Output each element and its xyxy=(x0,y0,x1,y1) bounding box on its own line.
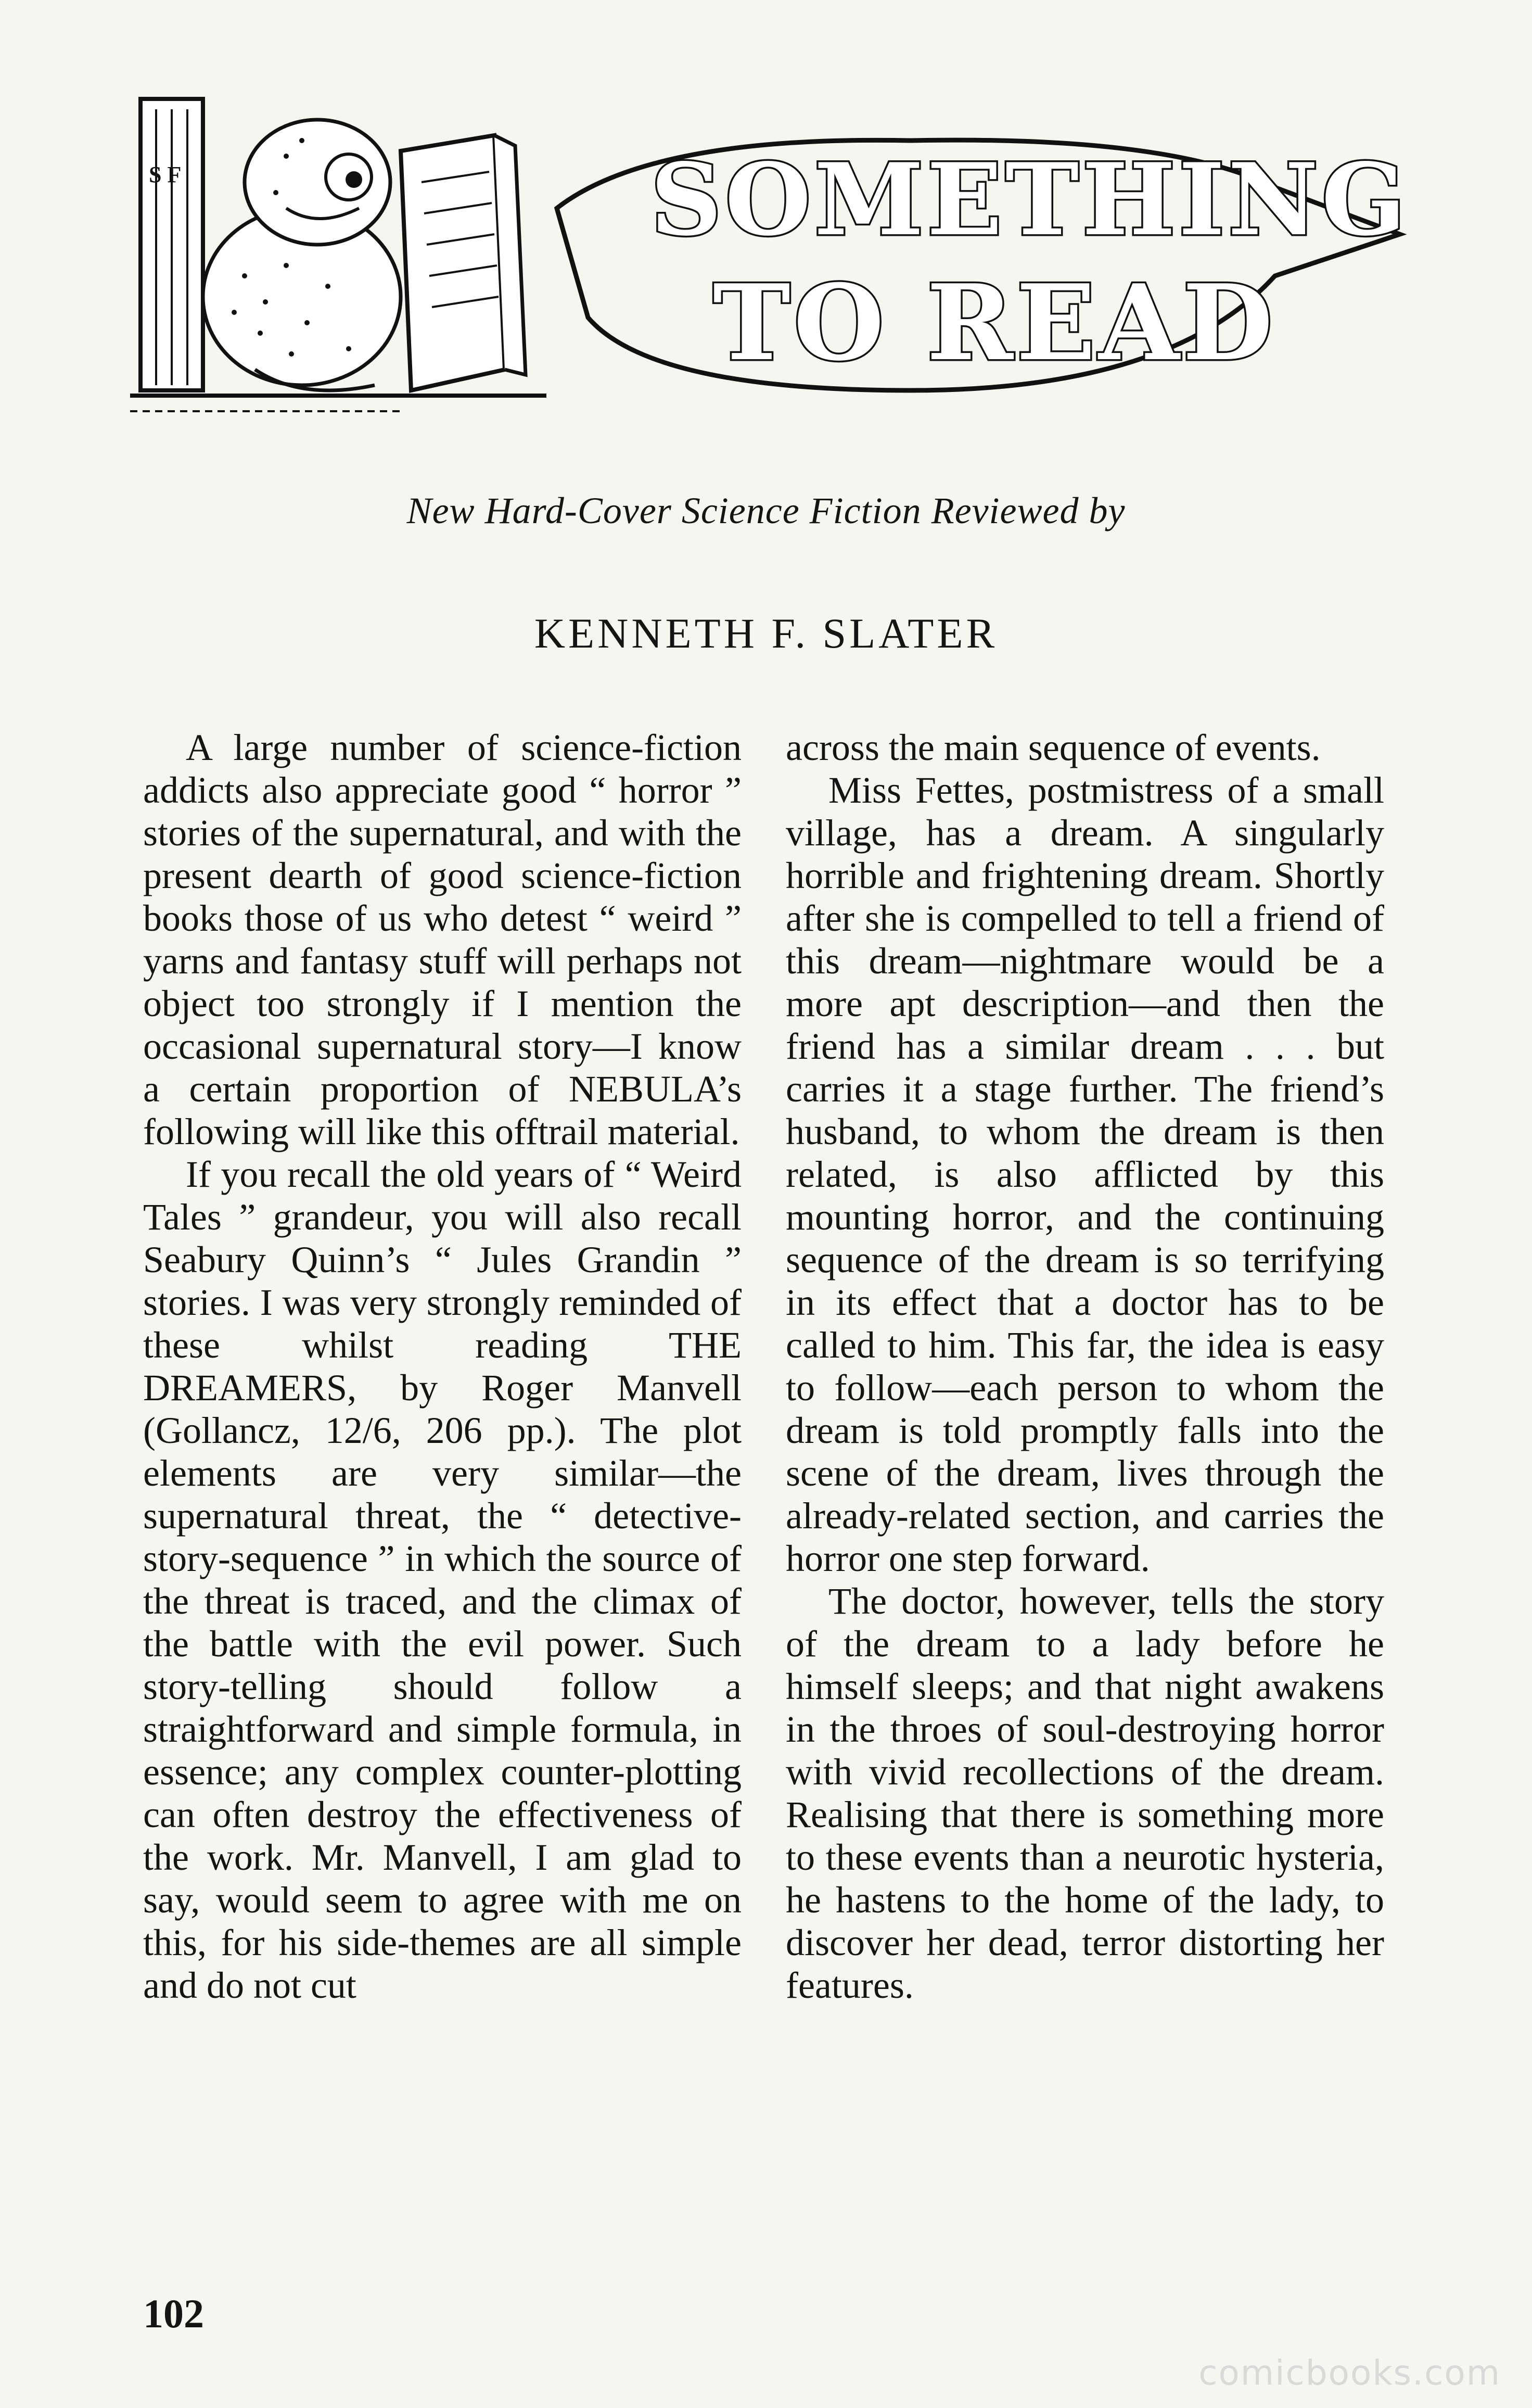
article-paragraph: If you recall the old years of “ Weird Tales ” grandeur, you will also recall Seabury Quinn’s “ Jules Grandin ” stories. I was very strongly reminded of these whilst reading THE DREAMERS, by Roger Manvell (Gollancz, 12/6, 206 pp.). The plot elements are very similar—the supernatural threat, the “ detective-story-sequence ” in which the source of the threat is traced, and the climax of the battle with the evil power. Such story-telling should follow a straightforward and simple formula, in essence; any complex counter-plotting can often destroy the effectiveness of the work. Mr. Manvell, I am glad to say, would seem to agree with me on this, for his side-themes are all simple and do not cut xyxy=(143,1154,742,2006)
reading-creature-drawing xyxy=(203,120,401,390)
header-illustration xyxy=(130,78,1415,442)
header-title-line2: TO READ xyxy=(713,262,1276,384)
header-illustration-svg xyxy=(130,78,1415,442)
article-paragraph: A large number of science-fiction addicts also appreciate good “ horror ” stories of the supernatural, and with the present dearth of good science-fiction books those of us who detest “ weird ” yarns and fantasy stuff will perhaps not object too strongly if I mention the occasional supernatural story—I know a certain proportion of NEBULA’s following will like this offtrail material. xyxy=(143,727,742,1152)
page-number: 102 xyxy=(143,2291,204,2336)
article-paragraph: Miss Fettes, postmistress of a small village, has a dream. A singularly horrible and frightening dream. Shortly after she is compelled to tell a friend of this dream—nightmare would be a more apt description—and then the friend has a similar dream . . . but carries it a stage further. The friend’s husband, to whom the dream is then related, is also afflicted by this mounting horror, and the continuing sequence of the dream is so terrifying in its effect that a doctor has to be called to him. This far, the idea is easy to follow—each person to whom the dream is told promptly falls into the scene of the dream, lives through the already-related section, and carries the horror one step forward. xyxy=(786,769,1384,1579)
open-book-drawing xyxy=(401,135,526,390)
header-title-line1: SOMETHING xyxy=(650,142,1409,258)
spine-letters: S F xyxy=(149,162,182,187)
author-name: KENNETH F. SLATER xyxy=(534,610,998,657)
watermark: comicbooks.com xyxy=(1198,2353,1501,2393)
article-right-column xyxy=(786,726,1384,2007)
article-paragraph: across the main sequence of events. xyxy=(786,727,1321,768)
review-subtitle: New Hard-Cover Science Fiction Reviewed by xyxy=(406,490,1126,531)
article-left-column xyxy=(143,726,742,2007)
article-paragraph: The doctor, however, tells the story of the dream to a lady before he himself sleeps; and that night awakens in the throes of soul-destroying horror with vivid recollections of the dream. Realising that there is something more to these events than a neurotic hysteria, he hastens to the home of the lady, to discover her dead, terror distorting her features. xyxy=(786,1580,1384,2006)
